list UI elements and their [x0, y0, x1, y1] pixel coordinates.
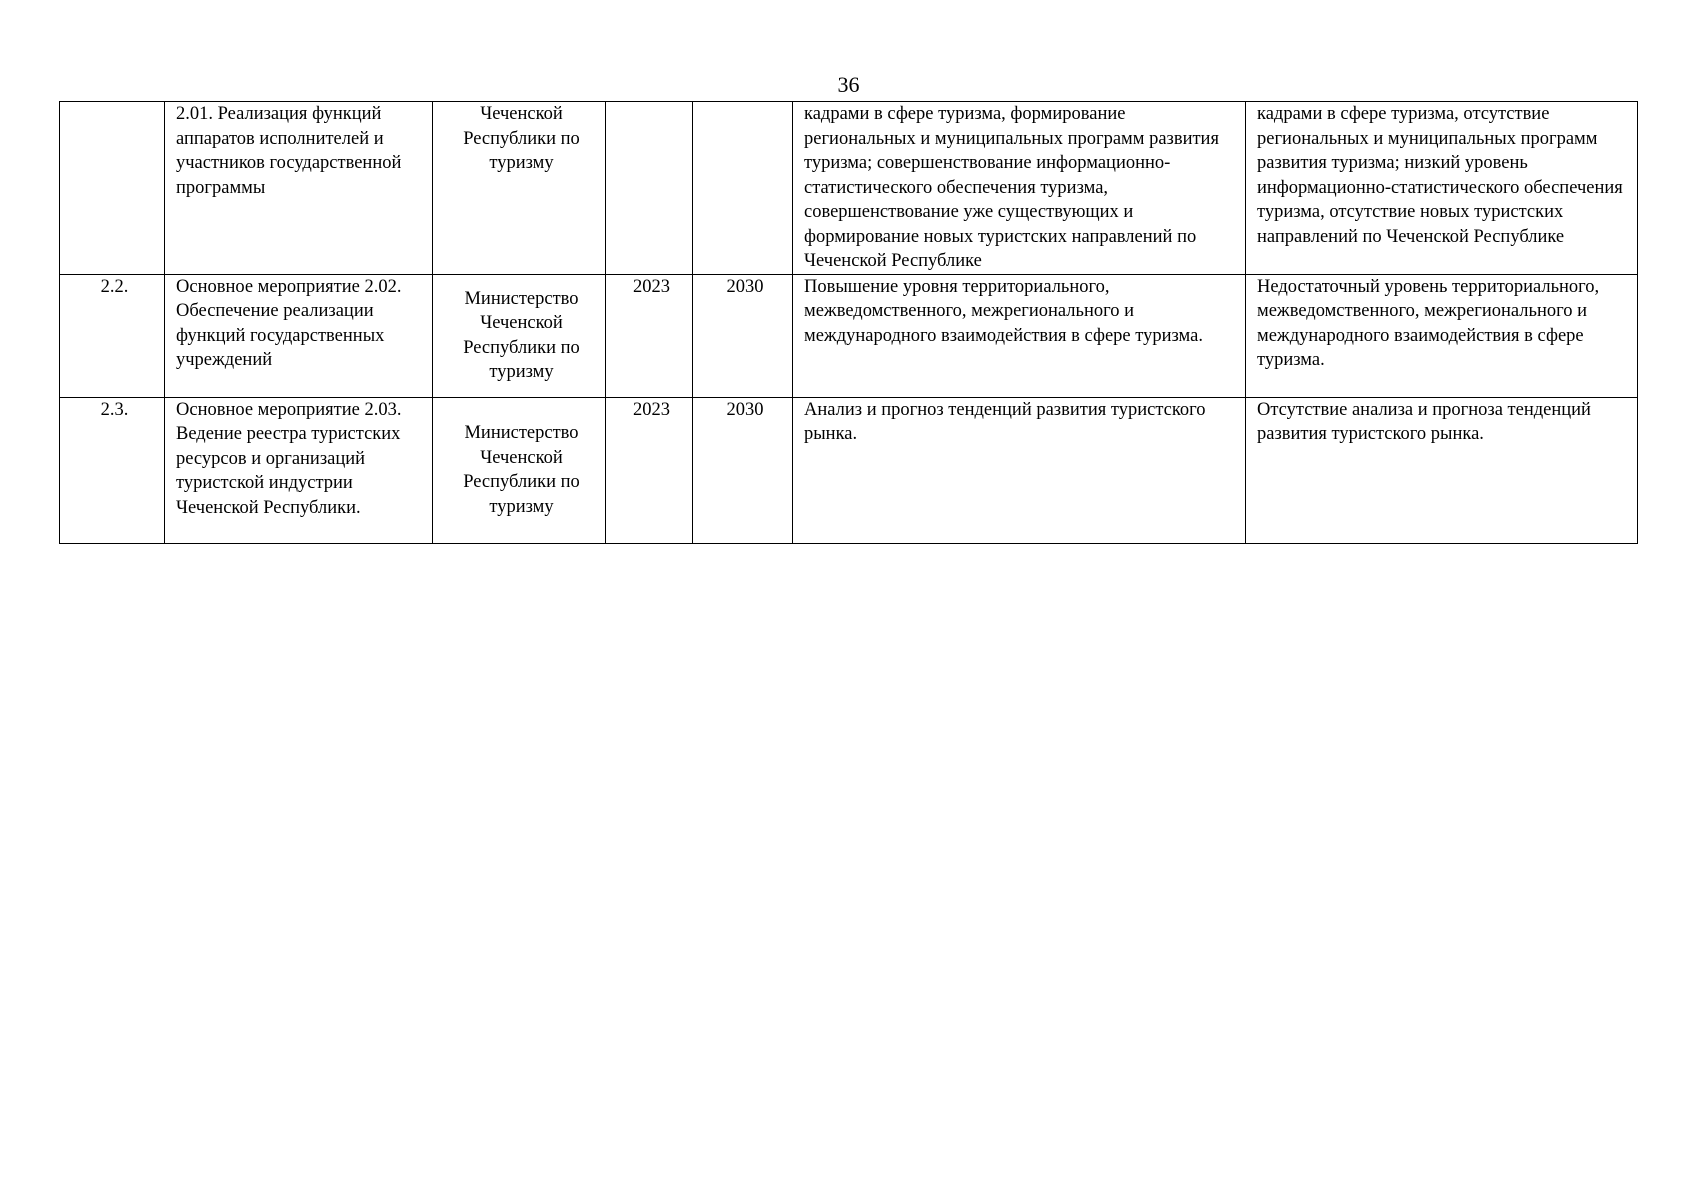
activity-name: Основное мероприятие 2.02. Обеспечение реализации функций государственных учреждений [165, 274, 433, 397]
expected-result: Анализ и прогноз тенденций развития туристского рынка. [793, 397, 1246, 543]
end-year [693, 102, 793, 275]
executor: Министерство Чеченской Республики по туризму [433, 397, 606, 543]
table-row [60, 102, 1638, 275]
expected-result: Повышение уровня территориального, межведомственного, межрегионального и международного взаимодействия в сфере туризма. [793, 274, 1246, 397]
start-year: 2023 [606, 274, 693, 397]
table-row [60, 397, 1638, 543]
consequences: Отсутствие анализа и прогноза тенденций развития туристского рынка. [1246, 397, 1638, 543]
activities-table [59, 101, 1638, 544]
table-row [60, 274, 1638, 397]
expected-result: кадрами в сфере туризма, формирование региональных и муниципальных программ развития туризма; совершенствование информационно-статистического обеспечения туризма, совершенствование уже существующих и формирование новых туристских направлений по Чеченской Республике [793, 102, 1246, 275]
end-year: 2030 [693, 274, 793, 397]
consequences: Недостаточный уровень территориального, межведомственного, межрегионального и международного взаимодействия в сфере туризма. [1246, 274, 1638, 397]
activity-name: 2.01. Реализация функций аппаратов исполнителей и участников государственной программы [165, 102, 433, 275]
executor: Чеченской Республики по туризму [433, 102, 606, 275]
row-number: 2.3. [60, 397, 165, 543]
end-year: 2030 [693, 397, 793, 543]
start-year [606, 102, 693, 275]
executor: Министерство Чеченской Республики по туризму [433, 274, 606, 397]
row-number: 2.2. [60, 274, 165, 397]
row-number [60, 102, 165, 275]
consequences: кадрами в сфере туризма, отсутствие региональных и муниципальных программ развития туризма; низкий уровень информационно-статистического обеспечения туризма, отсутствие новых туристских направлений по Чеченской Республике [1246, 102, 1638, 275]
page-number: 36 [837, 72, 860, 97]
activity-name: Основное мероприятие 2.03. Ведение реестра туристских ресурсов и организаций туристской индустрии Чеченской Республики. [165, 397, 433, 543]
start-year: 2023 [606, 397, 693, 543]
